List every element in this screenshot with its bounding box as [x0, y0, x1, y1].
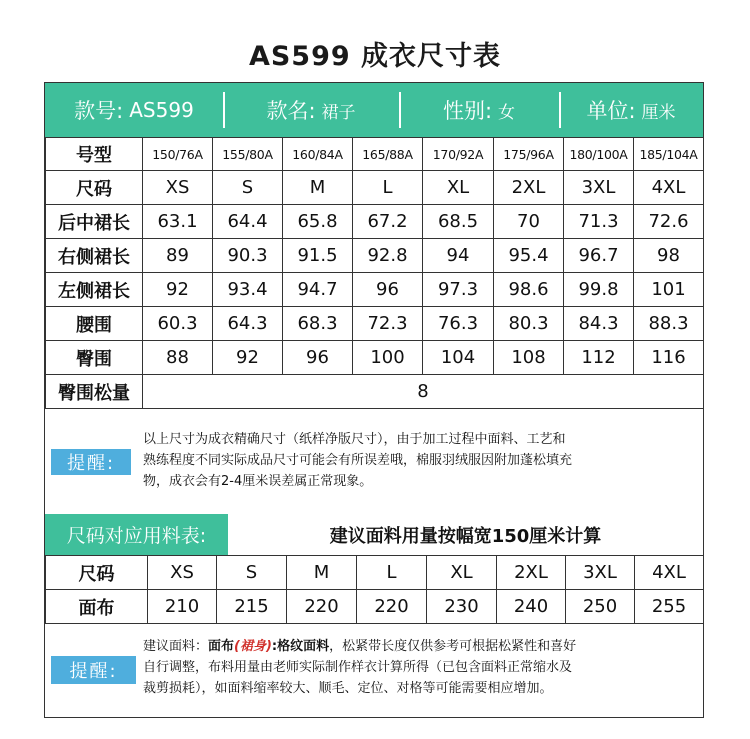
page-title: AS599 成衣尺寸表 — [248, 41, 502, 72]
table-cell: 220 — [287, 590, 357, 624]
table-cell: 175/96A — [494, 138, 564, 171]
table-cell: 88 — [143, 341, 213, 375]
table-cell: 160/84A — [283, 138, 353, 171]
table-cell: 220 — [357, 590, 427, 624]
table-cell: 150/76A — [143, 138, 213, 171]
reminder-line-2: 熟练程度不同实际成品尺寸可能会有所误差哦，棉服羽绒服因附加蓬松填充 — [143, 453, 573, 468]
table-cell: 4XL — [634, 171, 704, 205]
fabric-reminder-text — [143, 636, 703, 699]
table-cell: 92 — [143, 273, 213, 307]
table-cell: 104 — [423, 341, 494, 375]
table-cell: XS — [148, 556, 217, 590]
row-label: 号型 — [46, 138, 143, 171]
reminder-line-1: 以上尺寸为成衣精确尺寸（纸样净版尺寸），由于加工过程中面料、工艺和 — [143, 432, 566, 447]
table-cell: 96.7 — [564, 239, 634, 273]
ease-value: 8 — [143, 375, 704, 409]
table-cell: 3XL — [566, 556, 635, 590]
table-cell: 2XL — [494, 171, 564, 205]
fabric-section-label: 尺码对应用料表: — [45, 514, 228, 555]
reminder-badge: 提醒: — [51, 449, 131, 475]
table-cell: 2XL — [497, 556, 566, 590]
unit-value: 厘米 — [641, 102, 676, 123]
table-cell: 96 — [353, 273, 423, 307]
item-number-label: 款号: — [74, 99, 124, 123]
fabric-name: 面布 — [208, 639, 235, 654]
table-cell: 99.8 — [564, 273, 634, 307]
info-header-bar — [45, 83, 703, 137]
fabric-table — [45, 555, 704, 624]
table-cell: 65.8 — [283, 205, 353, 239]
table-cell: 230 — [427, 590, 497, 624]
table-cell: 98 — [634, 239, 704, 273]
table-cell: 63.1 — [143, 205, 213, 239]
unit-label: 单位: — [586, 99, 636, 123]
table-row — [46, 341, 704, 375]
table-cell: 101 — [634, 273, 704, 307]
table-row-ease — [46, 375, 704, 409]
fabric-type: :格纹面料 — [271, 639, 330, 654]
table-row — [46, 307, 704, 341]
fabric-reminder-line-1 — [143, 636, 703, 657]
table-cell: 60.3 — [143, 307, 213, 341]
style-name-value: 裙子 — [321, 102, 356, 123]
table-cell: 64.4 — [213, 205, 283, 239]
reminder-line-3: 物，成衣会有2-4厘米误差属正常现象。 — [143, 474, 373, 489]
table-cell: 4XL — [635, 556, 704, 590]
table-cell: 3XL — [564, 171, 634, 205]
row-label: 臀围 — [46, 341, 143, 375]
table-cell: 255 — [635, 590, 704, 624]
row-label: 左侧裙长 — [46, 273, 143, 307]
table-cell: 210 — [148, 590, 217, 624]
table-cell: 95.4 — [494, 239, 564, 273]
table-cell: 155/80A — [213, 138, 283, 171]
row-label: 右侧裙长 — [46, 239, 143, 273]
table-cell: 72.3 — [353, 307, 423, 341]
table-cell: 112 — [564, 341, 634, 375]
table-cell: 185/104A — [634, 138, 704, 171]
table-cell: 88.3 — [634, 307, 704, 341]
table-row — [46, 205, 704, 239]
gender-cell — [399, 83, 559, 137]
table-cell: 94 — [423, 239, 494, 273]
table-cell: 116 — [634, 341, 704, 375]
fabric-notice — [45, 623, 703, 717]
table-cell: 89 — [143, 239, 213, 273]
table-row — [46, 239, 704, 273]
table-cell: 80.3 — [494, 307, 564, 341]
row-label: 尺码 — [46, 556, 148, 590]
table-cell: 240 — [497, 590, 566, 624]
table-row — [46, 138, 704, 171]
table-cell: 92 — [213, 341, 283, 375]
table-cell: 250 — [566, 590, 635, 624]
row-label: 腰围 — [46, 307, 143, 341]
item-number-cell — [45, 83, 223, 137]
reminder-badge-2: 提醒: — [51, 656, 136, 684]
fabric-section-header — [45, 514, 703, 555]
fabric-width-note: 建议面料用量按幅宽150厘米计算 — [329, 525, 602, 547]
table-cell: 100 — [353, 341, 423, 375]
table-cell: XL — [427, 556, 497, 590]
table-cell: XL — [423, 171, 494, 205]
table-row — [46, 590, 704, 624]
table-cell: L — [353, 171, 423, 205]
table-cell: XS — [143, 171, 213, 205]
table-cell: 92.8 — [353, 239, 423, 273]
table-cell: 98.6 — [494, 273, 564, 307]
table-cell: 67.2 — [353, 205, 423, 239]
fabric-reminder-rest: ，松紧带长度仅供参考可根据松紧性和喜好 — [329, 639, 577, 654]
table-cell: 68.3 — [283, 307, 353, 341]
row-label: 面布 — [46, 590, 148, 624]
style-name-cell — [223, 83, 399, 137]
gender-label: 性别: — [442, 99, 493, 123]
row-label: 尺码 — [46, 171, 143, 205]
table-cell: S — [213, 171, 283, 205]
table-cell: 90.3 — [213, 239, 283, 273]
table-cell: 170/92A — [423, 138, 494, 171]
table-cell: M — [287, 556, 357, 590]
table-cell: 84.3 — [564, 307, 634, 341]
suggest-prefix: 建议面料： — [143, 639, 209, 654]
unit-cell — [559, 83, 703, 137]
table-row — [46, 556, 704, 590]
table-cell: 96 — [283, 341, 353, 375]
table-cell: 97.3 — [423, 273, 494, 307]
table-cell: M — [283, 171, 353, 205]
fabric-reminder-line-2: 自行调整，布料用量由老师实际制作样衣计算所得（已包含面料正常缩水及 — [143, 660, 573, 675]
table-cell: 68.5 — [423, 205, 494, 239]
fabric-reminder-line-3: 裁剪损耗），如面料缩率较大、顺毛、定位、对格等可能需要相应增加。 — [143, 681, 553, 696]
table-cell: L — [357, 556, 427, 590]
gender-value: 女 — [498, 102, 516, 123]
table-cell: 165/88A — [353, 138, 423, 171]
table-cell: 94.7 — [283, 273, 353, 307]
row-label-ease: 臀围松量 — [46, 375, 143, 409]
table-cell: 215 — [217, 590, 287, 624]
table-cell: 91.5 — [283, 239, 353, 273]
style-name-label: 款名: — [266, 99, 316, 123]
table-cell: 108 — [494, 341, 564, 375]
size-notice — [45, 409, 703, 511]
table-cell: 70 — [494, 205, 564, 239]
table-cell: 71.3 — [564, 205, 634, 239]
table-cell: 64.3 — [213, 307, 283, 341]
size-table — [45, 137, 704, 409]
fabric-part: (裙身) — [234, 639, 272, 654]
item-number-value: AS599 — [129, 98, 194, 122]
reminder-text — [143, 429, 703, 492]
table-cell: 180/100A — [564, 138, 634, 171]
table-row — [46, 273, 704, 307]
table-cell: 93.4 — [213, 273, 283, 307]
table-cell: S — [217, 556, 287, 590]
table-row — [46, 171, 704, 205]
table-cell: 72.6 — [634, 205, 704, 239]
row-label: 后中裙长 — [46, 205, 143, 239]
table-cell: 76.3 — [423, 307, 494, 341]
